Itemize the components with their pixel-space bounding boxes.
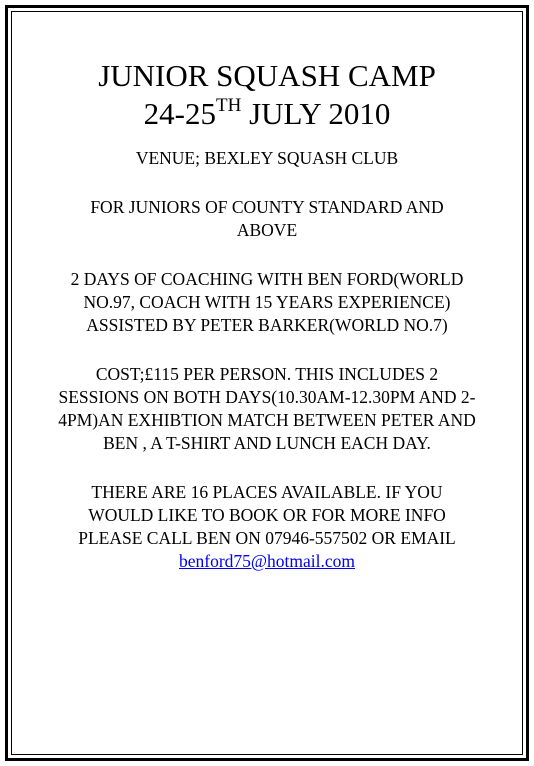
title-date-prefix: 24-25 — [143, 96, 216, 131]
title-line-2 — [12, 95, 522, 133]
title-date-superscript: TH — [215, 95, 242, 116]
coaching-text: 2 DAYS OF COACHING WITH BEN FORD(WORLD NO.97, COACH WITH 15 YEARS EXPERIENCE) ASSISTED BY PETER BARKER(WORLD NO.7) — [70, 269, 464, 335]
title-date-suffix: JULY 2010 — [241, 96, 391, 131]
flyer-title — [12, 57, 522, 133]
flyer-content — [12, 12, 522, 573]
booking-info: THERE ARE 16 PLACES AVAILABLE. IF YOU WOULD LIKE TO BOOK OR FOR MORE INFO PLEASE CALL BEN ON 07946-557502 OR EMAIL — [78, 482, 456, 548]
email-link[interactable]: benford75@hotmail.com — [178, 551, 355, 571]
eligibility-text: FOR JUNIORS OF COUNTY STANDARD AND ABOVE — [90, 197, 444, 240]
title-line-1: JUNIOR SQUASH CAMP — [98, 58, 436, 93]
booking-text — [57, 481, 477, 573]
cost-text: COST;£115 PER PERSON. THIS INCLUDES 2 SESSIONS ON BOTH DAYS(10.30AM-12.30PM AND 2-4PM)AN EXHIBTION MATCH BETWEEN PETER AND BEN , A T-SHIRT AND LUNCH EACH DAY. — [58, 364, 476, 453]
venue-text: VENUE; BEXLEY SQUASH CLUB — [135, 148, 399, 168]
